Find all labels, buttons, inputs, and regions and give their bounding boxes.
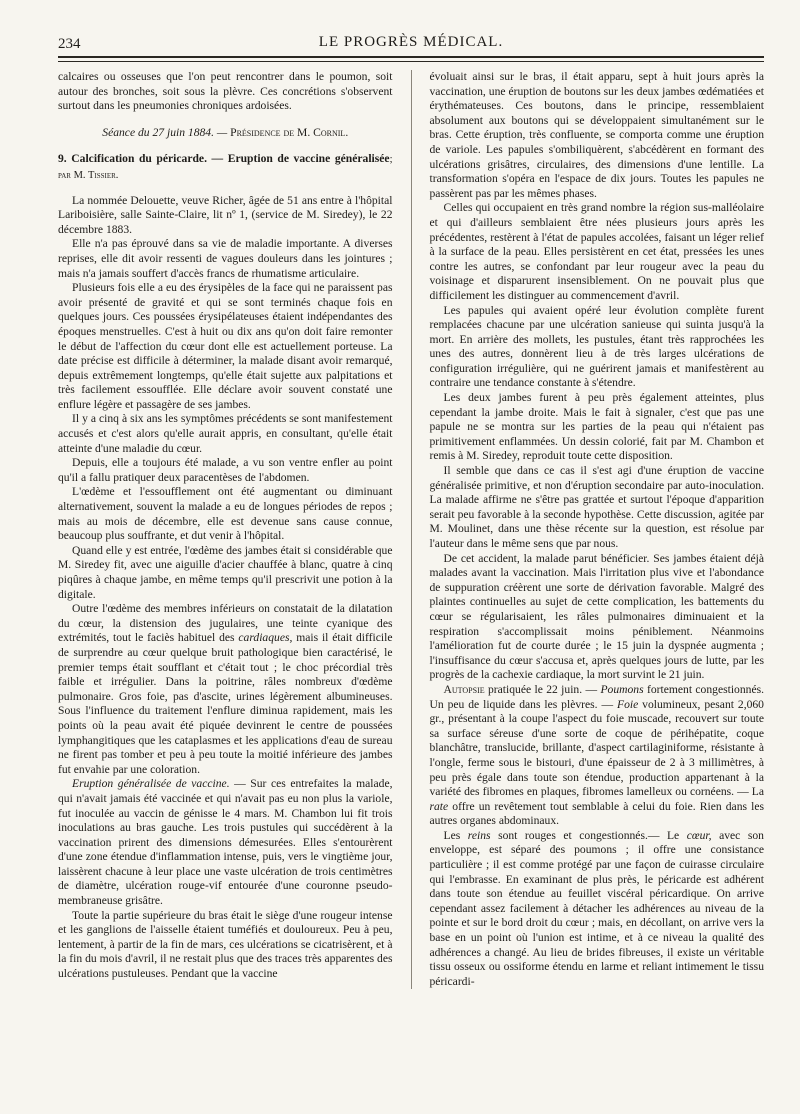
paragraph: Quand elle y est entrée, l'œdème des jambes était si considérable que M. Siredey fit, avec une aiguille d'acier chauffée à blanc, quatre à cinq piqûres à chaque jambe, en même temps qu'il prescrivit une potion à la digitale. — [58, 543, 393, 601]
paragraph: La nommée Delouette, veuve Richer, âgée de 51 ans entre à l'hôpital Lariboisière, salle Sainte-Claire, lit nº 1, (service de M. Siredey), le 22 décembre 1883. — [58, 193, 393, 236]
header-rule-thin — [58, 61, 764, 62]
session-president: Présidence de M. Cornil. — [230, 125, 349, 139]
text-run: pratiquée le 22 juin. — — [488, 682, 598, 696]
paragraph: calcaires ou osseuses que l'on peut rencontrer dans le poumon, soit autour des bronches, soit sous la plèvre. Ces concrétions s'observent surtout dans les pneumonies chroniques ardoisées. — [58, 70, 393, 113]
text-run: Outre l'œdème des membres inférieurs on constatait de la dilatation du cœur, la distension des jugulaires, une teinte cyanique des extrémités, tout le faciès habituel des — [58, 602, 393, 645]
text-run: fortement congestionnés. Un peu de liquide dans les plèvres. — — [429, 682, 764, 711]
text-run: avec son enveloppe, est séparé des poumons ; il offre une consistance particulière ; il est comme protégé par une façon de cuirasse circulaire qui l'embrasse. En examinant de plus près, le péricarde est adhérent dans toute son étendue au feuillet viscéral péricardique. On arrive cependant assez facilement à détacher les adhérences au niveau de la pointe et sur le bord droit du cœur ; mais, en décollant, on arrive vers la base en un point où l'union est intime, et à ce niveau la qualité des adhérences a changé. Au lieu de brides fibreuses, il existe un véritable tissu osseux ou ossiforme étendu en larme et reliant intimement le tissu péricardi- — [429, 828, 764, 988]
session-date: Séance du 27 juin 1884. — — [102, 125, 228, 139]
paragraph: Toute la partie supérieure du bras était le siège d'une rougeur intense et les ganglions de l'aisselle étaient tuméfiés et douloureux. Peu à peu, lentement, à partir de la fin de mars, ces ulcérations se cicatrisèrent, et à la fin du mois d'avril, il ne restait plus que des traces très apparentes des ulcérations pustuleuses. Pendant que la vaccine — [58, 908, 393, 981]
italic-run: Foie — [616, 697, 639, 711]
italic-run: cœur, — [686, 828, 712, 842]
italic-run: rate — [429, 799, 449, 813]
page-number: 234 — [58, 36, 81, 52]
left-column — [58, 70, 393, 989]
column-divider — [411, 70, 412, 989]
smallcaps-run: Autopsie — [443, 682, 485, 696]
paragraph — [58, 602, 393, 777]
paragraph: Les papules qui avaient opéré leur évolution complète furent remplacées chacune par une ulcération sanieuse qui suinta jusqu'à la mort. En arrière des mollets, les pustules, étant très rapprochées les unes des autres, donnèrent lieu à de très larges ulcérations de configuration irrégulière, qui ne guérirent jamais et manifestèrent au contraire une tendance constante à s'étendre. — [429, 303, 764, 390]
paragraph — [58, 777, 393, 908]
text-run: — Sur ces entrefaites la malade, qui n'avait jamais été vaccinée et qui n'avait pas eu non plus la variole, fut inoculée au vaccin de génisse le 4 mars. M. Chambon lui fit trois inoculations au bras gauche. Les trois pustules qui succédèrent à la vaccination prirent des dimensions démesurées. Elles s'entourèrent d'une zone étendue d'inflammation intense, puis, vers le vingtième jour, laissèrent chacune à leur place une vaste ulcération de trois centimètres de diamètre, ulcération rouge-vif entourée d'une couronne pseudo-membraneuse grisâtre. — [58, 777, 393, 908]
paragraph: Il y a cinq à six ans les symptômes précédents se sont manifestement accusés et c'est alors qu'elle aurait appris, en consultant, qu'elle était atteinte d'une maladie du cœur. — [58, 412, 393, 455]
observation-author: ; par M. Tissier. — [58, 154, 393, 181]
paragraph: Depuis, elle a toujours été malade, a vu son ventre enfler au point qu'il a fallu pratiquer deux paracentèses de l'abdomen. — [58, 456, 393, 484]
italic-run: cardiaques, — [238, 631, 293, 645]
italic-run: reins — [467, 828, 491, 842]
italic-run: Eruption généralisée de vaccine. — [72, 777, 230, 791]
paragraph — [430, 829, 765, 990]
session-heading — [58, 126, 393, 141]
observation-number: 9. — [58, 152, 67, 166]
paragraph: Plusieurs fois elle a eu des érysipèles de la face qui ne paraissent pas avoir présenté de gravité et qui se sont terminés chaque fois en quelques jours. Ces poussées érysipélateuses étaient indépendantes des époques menstruelles. C'est à huit ou dix ans qu'on doit faire remonter le début de l'affection du cœur dont elle est actuellement porteuse. La date précise est difficile à déterminer, la malade disant avoir remarqué, depuis extrêmement longtemps, qu'elle était sujette aux palpitations et très facilement essoufflée. Elle déclare avoir souvent constaté une enflure légère et passagère de ses jambes. — [58, 281, 393, 411]
page-header — [58, 0, 764, 60]
observation-title-text: Calcification du péricarde. — Eruption de vaccine généralisée — [71, 152, 390, 166]
right-column — [430, 70, 765, 989]
text-run: offre un revêtement tout semblable à celui du foie. Rien dans les autres organes abdominaux. — [429, 799, 764, 828]
paragraph: L'œdème et l'essoufflement ont été augmentant ou diminuant alternativement, souvent la malade a eu de longues périodes de repos ; mais au mois de décembre, elle est devenue sans cause connue, beaucoup plus souffrante, et dut venir à l'hôpital. — [58, 485, 393, 543]
header-rule-thick — [58, 56, 764, 58]
text-columns — [58, 70, 764, 989]
paragraph: évoluait ainsi sur le bras, il était apparu, sept à huit jours après la vaccination, une éruption de boutons sur les deux jambes œdématiées et érythémateuses. Ces boutons, dans le principe, ressemblaient absolument aux boutons qui se développaient simultanément sur le bras. Cette éruption, très confluente, se comporta comme une éruption de variole. Les papules s'ombiliquèrent, s'abcédèrent en formant des ulcérations grisâtres, circulaires, des dimensions d'une lentille. La transformation s'opéra en l'espace de dix jours. Toutes les papules ne passèrent pas par les mêmes phases. — [429, 70, 764, 200]
paragraph: Elle n'a pas éprouvé dans sa vie de maladie importante. A diverses reprises, elle dit avoir ressenti de vagues douleurs dans les jointures ; mais n'a jamais souffert d'accès francs de rhumatisme articulaire. — [58, 237, 393, 280]
italic-run: Poumons — [600, 682, 644, 696]
text-run: sont rouges et congestionnés.— Le — [498, 828, 680, 842]
running-head: LE PROGRÈS MÉDICAL. — [318, 34, 504, 50]
paragraph: Il semble que dans ce cas il s'est agi d'une éruption de vaccine généralisée primitive, et non d'éruption secondaire par auto-inoculation. La malade affirme ne s'être pas grattée et surtout l'époque d'apparition serait peu favorable à la seconde hypothèse. Cette discussion, agitée par M. Moulinet, dans une thèse récente sur la question, est résolue par l'auteur dans le même sens que par nous. — [429, 464, 764, 550]
text-run: mais il était difficile de surprendre au cœur quelque bruit pathologique bien caractérisé, le premier temps était soufflant et c'était tout ; le choc précordial très faible et irrégulier. Dans la poitrine, râles nombreux d'œdème pulmonaire. Gros foie, pas d'ascite, urines légèrement albumineuses. Sous l'influence du traitement l'enflure diminua rapidement, mais les points où la peau avait été piquée devinrent le centre de poussées lymphangitiques que les cataplasmes et les applications d'eau de sureau ne firent pas tomber et peu à peu toute la moitié inférieure des jambes fut envahie par une coloration. — [58, 631, 393, 776]
paragraph — [430, 683, 765, 829]
observation-title — [58, 152, 393, 183]
text-run: volumineux, pesant 2,060 gr., présentant à la coupe l'aspect du foie muscade, recouvert sur toute sa surface séreuse d'une sorte de coque de périhépatite, coque blanchâtre, translucide, brillante, d'aspect cartilaginiforme, résistante à l'ongle, ferme sous le bistouri, d'une épaisseur de 2 à 3 millimètres, à peu près égale dans toute son étendue, production appartenant à la variété des fibromes en plaques, fibromes lamelleux ou cornéens. — La — [429, 697, 764, 799]
paragraph: Les deux jambes furent à peu près également atteintes, plus cependant la jambe droite. Mais le fait à signaler, c'est que pas une papule ne se montra sur les parties de la peau qui n'étaient pas primitivement enflammées. Un dessin colorié, fait par M. Chambon et remis à M. Siredey, reproduit toute cette disposition. — [429, 391, 764, 463]
paragraph: Celles qui occupaient en très grand nombre la région sus-malléolaire et qui d'ailleurs semblaient être nées plusieurs jours après les précédentes, restèrent à l'état de papules accolées, faisant un léger relief à la surface de la peau. Elles persistèrent en cet état, pressées les unes contre les autres, se confondant par leur rougeur avec la peau du voisinage et disparurent insensiblement. On ne pouvait plus que difficilement les distinguer au commencement d'avril. — [429, 201, 764, 302]
text-run: Les — [443, 828, 461, 842]
paragraph: De cet accident, la malade parut bénéficier. Ses jambes étaient déjà malades avant la vaccination. Mais l'irritation plus vive et l'abondance de suppuration créèrent une sorte de dérivation favorable. Malgré des plaintes continuelles au sujet de cette complication, les battements du cœur se régularisaient, les râles pulmonaires diminuaient et la respiration s'accomplissait moins péniblement. Néanmoins l'amélioration fut de courte durée ; le 15 juin la dyspnée augmenta ; l'insuffisance du cœur s'accusa et, après quelques jours de lutte, par les progrès de la cachexie cardiaque, la mort survint le 21 juin. — [429, 551, 764, 682]
